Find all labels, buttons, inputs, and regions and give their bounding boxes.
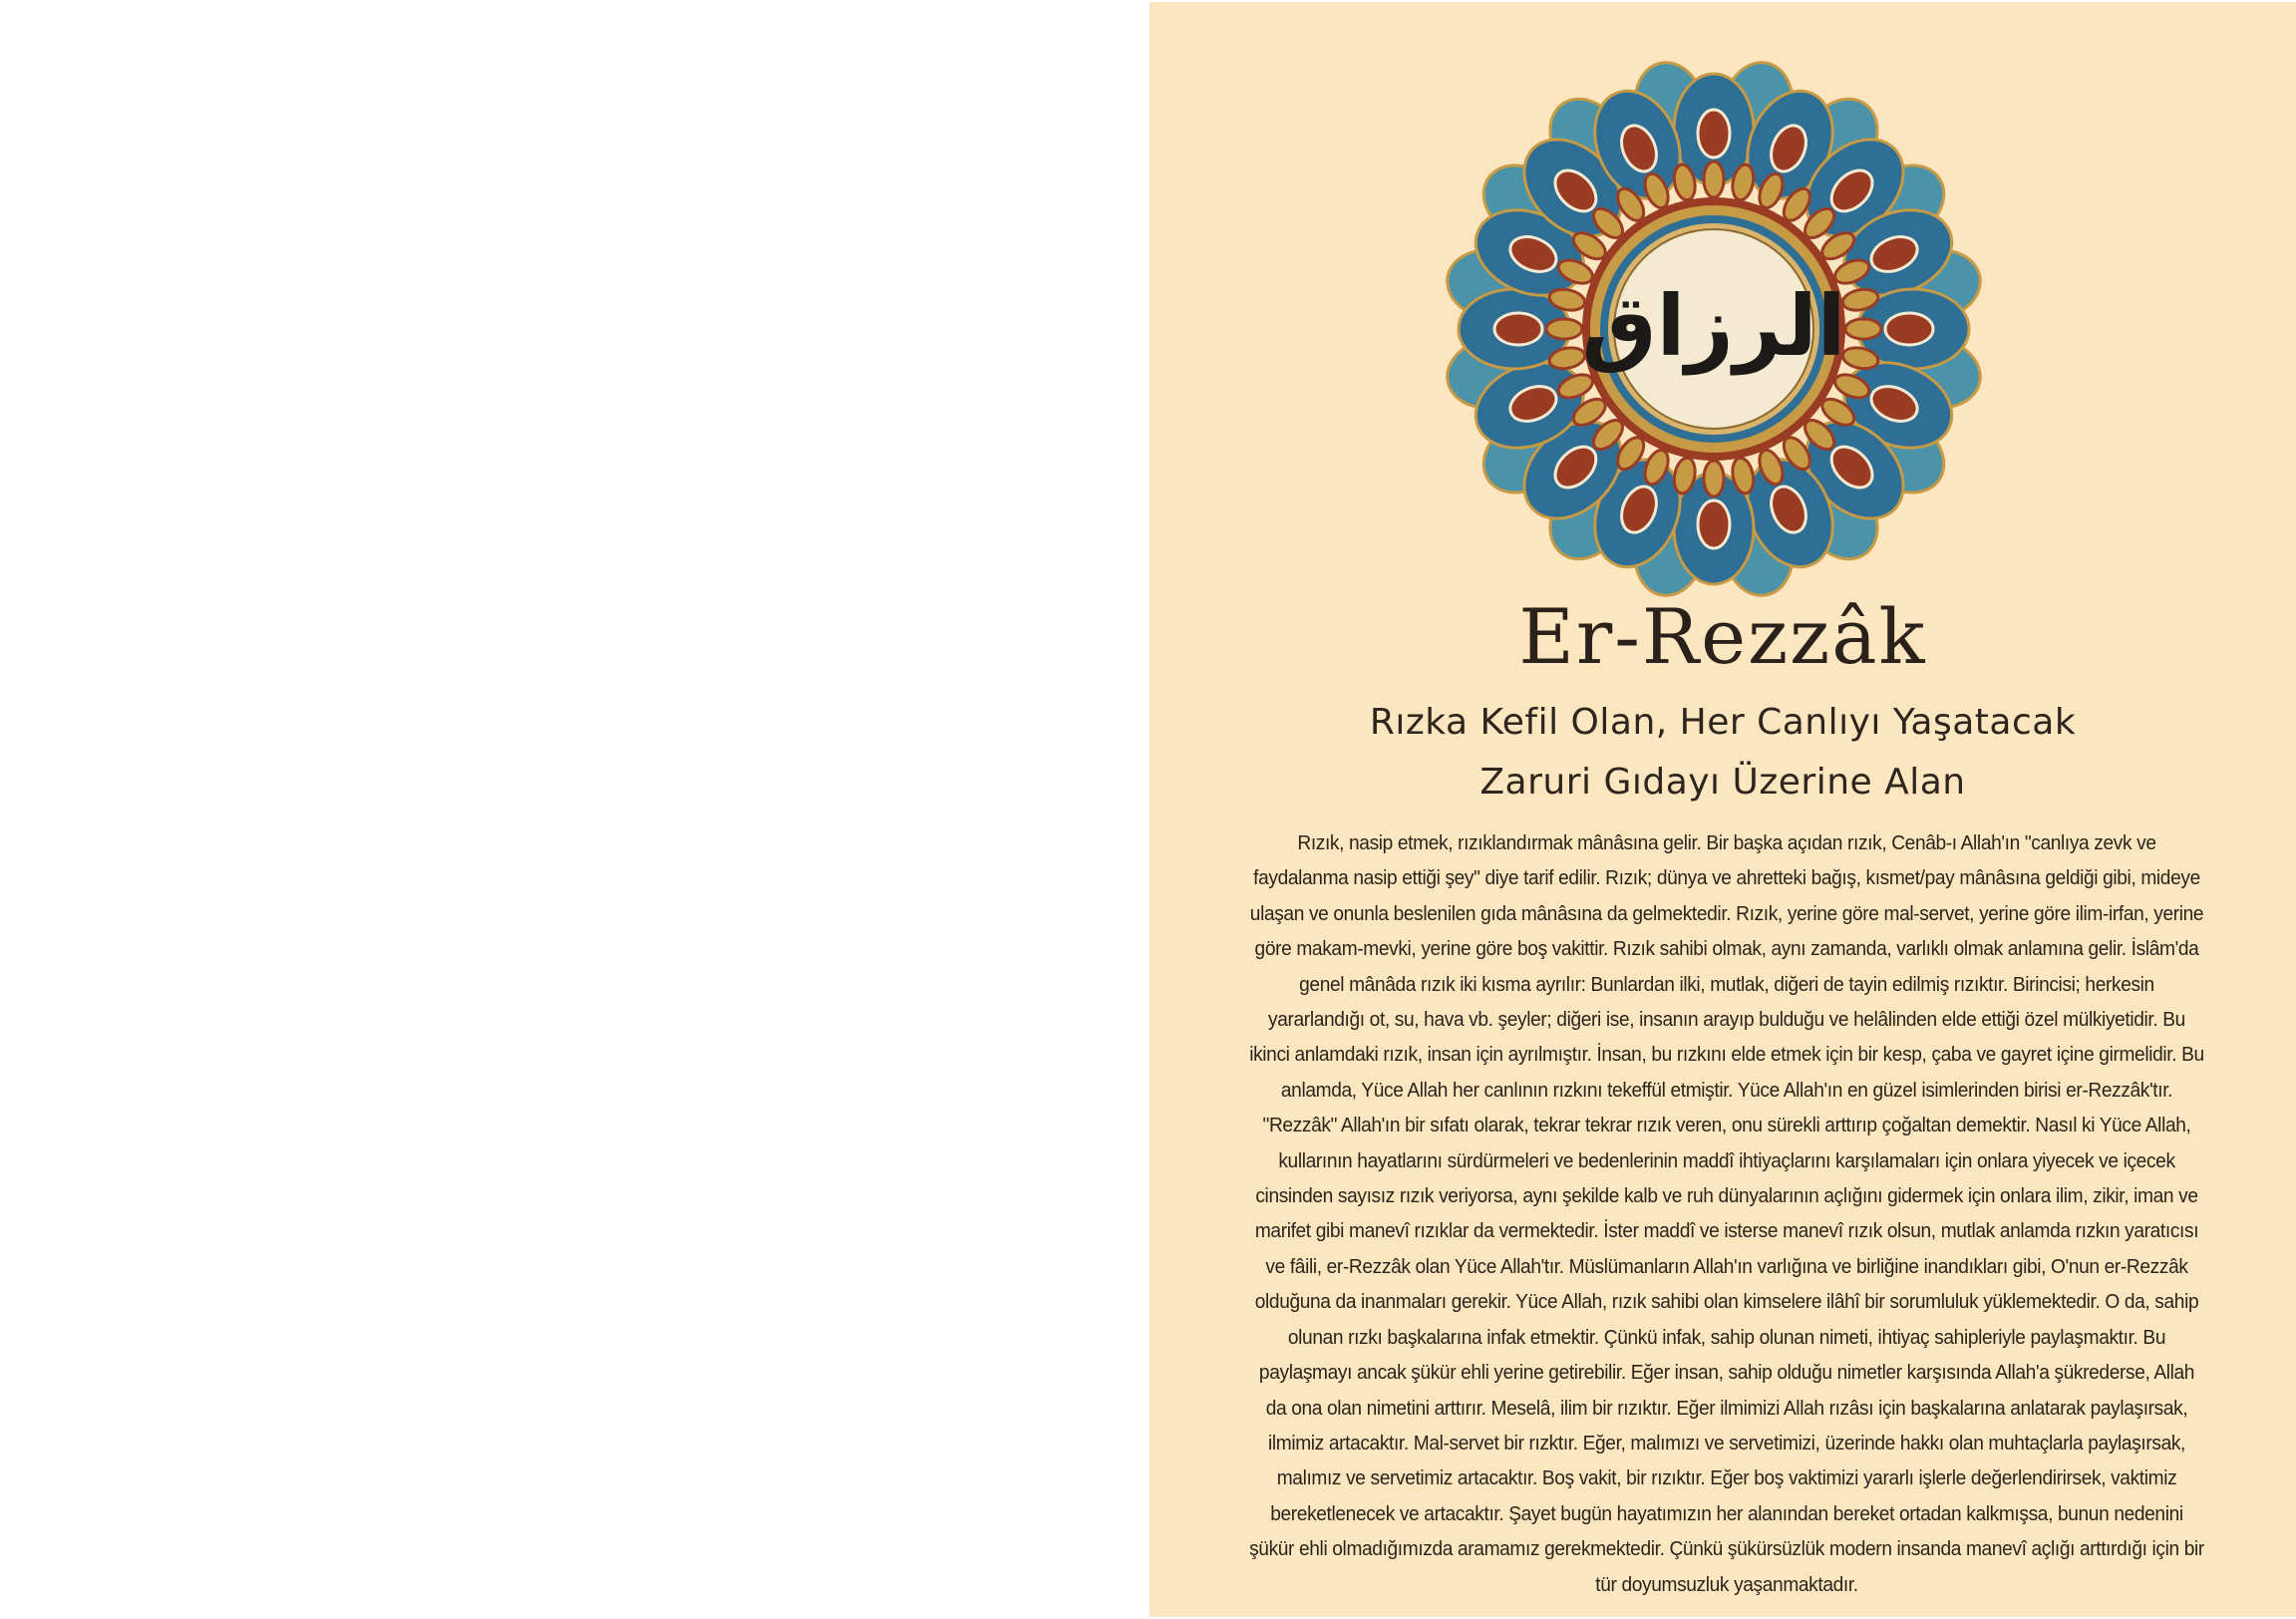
ornament-petal-center — [1698, 500, 1730, 548]
ornament-inner-petal — [1704, 162, 1724, 197]
ornament-petal-center — [1885, 313, 1933, 345]
page-subtitle-line1: Rızka Kefil Olan, Her Canlıyı Yaşatacak — [1369, 702, 2077, 743]
page-title: Er-Rezzâk — [1518, 592, 1927, 681]
calligraphy-text: الرزاق — [1581, 277, 1846, 375]
ornament-inner-petal — [1546, 319, 1582, 339]
body-paragraph: Rızık, nasip etmek, rızıklandırmak mânâsına gelir. Bir başka açıdan rızık, Cenâb-ı Allah'ın "canlıya zevk ve faydalanma nasip ettiği şey" diye tarif edilir. Rızık; dünya ve ahretteki bağış, kısmet/pay mânâsına geldiği gibi, mideye ulaşan ve onunla beslenilen gıda mânâsına da gelmektedir. Rızık, yerine göre mal-servet, yerine göre ilim-irfan, yerine göre makam-mevki, yerine göre boş vakittir. Rızık sahibi olmak, aynı zamanda, varlıklı olmak anlamına gelir. İslâm'da genel mânâda rızık iki kısma ayrılır: Bunlardan ilki, mutlak, diğeri de tayin edilmiş rızıktır. Birincisi; herkesin yararlandığı ot, su, hava vb. şeyler; diğeri ise, insanın arayıp bulduğu ve helâlinden elde ettiği özel mülkiyetidir. Bu ikinci anlamdaki rızık, insan için ayrılmıştır. İnsan, bu rızkını elde etmek için bir kesp, çaba ve gayret içine girmelidir. Bu anlamda, Yüce Allah her canlının rızkını tekeffül etmiştir. Yüce Allah'ın en güzel isimlerinden birisi er-Rezzâk'tır. "Rezzâk" Allah'ın bir sıfatı olarak, tekrar tekrar rızık veren, onu sürekli arttırıp çoğaltan demektir. Nasıl ki Yüce Allah, kullarının hayatlarını sürdürmeleri ve bedenlerinin maddî ihtiyaçlarını karşılamaları için onlara yiyecek ve içecek cinsinden sayısız rızık veriyorsa, aynı şekilde kalb ve ruh dünyalarının açlığını gidermek için onlara ilim, zikir, iman ve marifet gibi manevî rızıklar da vermektedir. İster maddî ve isterse manevî rızık olsun, mutlak anlamda rızkın yaratıcısı ve fâili, er-Rezzâk olan Yüce Allah'tır. Müslümanların Allah'ın varlığına ve birliğine inandıkları gibi, O'nun er-Rezzâk olduğuna da inanmaları gerekir. Yüce Allah, rızık sahibi olan kimselere ilâhî bir sorumluluk yüklemektedir. O da, sahip olunan rızkı başkalarına infak etmektir. Çünkü infak, sahip olunan nimeti, ihtiyaç sahipleriyle paylaşmaktır. Bu paylaşmayı ancak şükür ehli yerine getirebilir. Eğer insan, sahip olduğu nimetler karşısında Allah'a şükrederse, Allah da ona olan nimetini arttırır. Meselâ, ilim bir rızıktır. Eğer ilmimizi Allah rızâsı için başkalarına anlatarak paylaşırsak, ilmimiz artacaktır. Mal-servet bir rızktır. Eğer, malımızı ve servetimizi, üzerinde hakkı olan muhtaçlarla paylaşırsak, malımız ve servetimiz artacaktır. Boş vakit, bir rızıktır. Eğer boş vaktimizi yararlı işlerle değerlendirirsek, vaktimiz bereketlenecek ve artacaktır. Şayet bugün hayatımızın her alanından bereket ortadan kalkmışsa, bunun nedenini şükür ehli olmadığımızda aramamız gerekmektedir. Çünkü şükürsüzlük modern insanda manevî açlığı arttırdığı için bir tür doyumsuzluk yaşanmaktadır. — [1249, 831, 2204, 1596]
content-page — [1149, 2, 2296, 1617]
ornament-rosette-image — [1435, 50, 1993, 608]
page-subtitle-line2: Zaruri Gıdayı Üzerine Alan — [1479, 762, 1966, 803]
ornament-inner-petal — [1704, 461, 1724, 496]
calligraphy-medallion — [1435, 50, 1993, 608]
ornament-inner-petal — [1845, 319, 1881, 339]
ornament-petal-center — [1494, 313, 1542, 345]
ornament-petal-center — [1698, 110, 1730, 158]
